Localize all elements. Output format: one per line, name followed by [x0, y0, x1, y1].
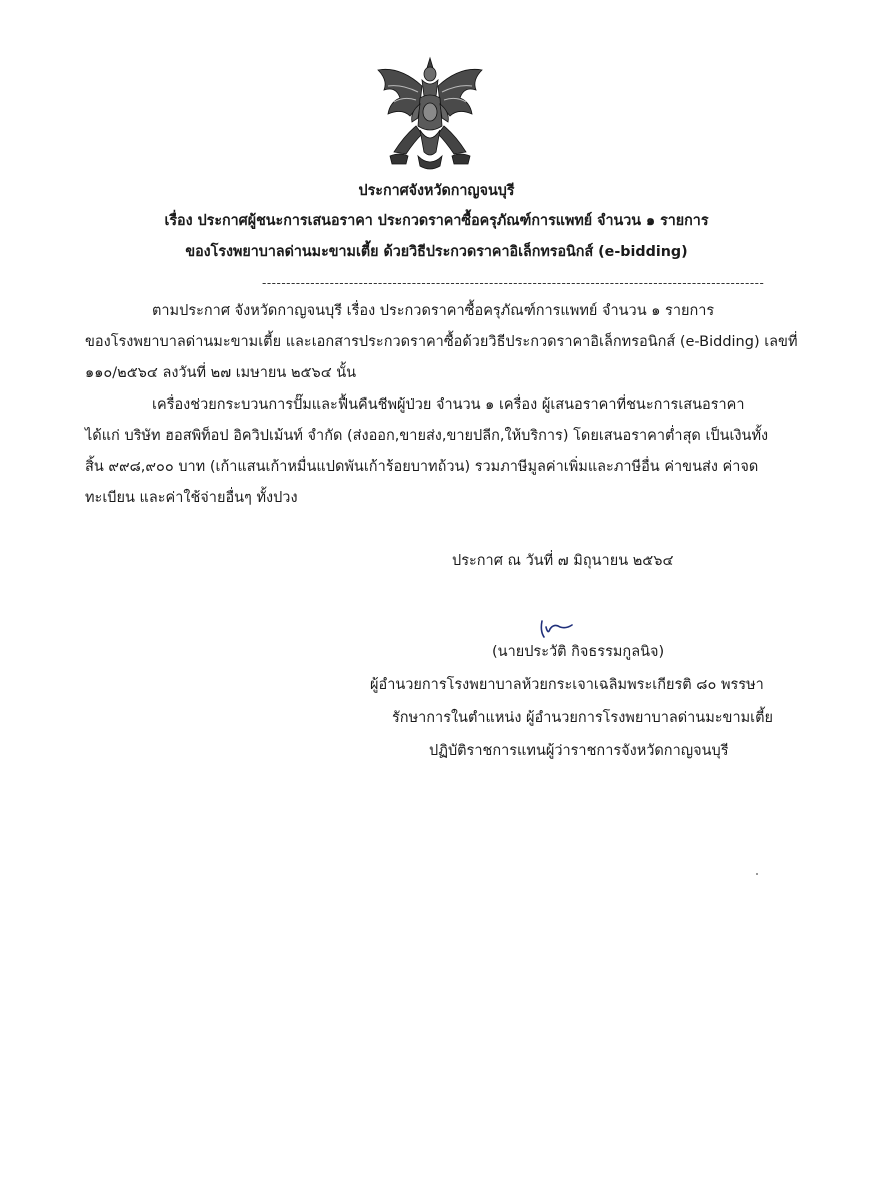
body-paragraph-2-line-4: ทะเบียน และค่าใช้จ่ายอื่นๆ ทั้งปวง [85, 490, 298, 506]
body-paragraph-2-line-2: ได้แก่ บริษัท ฮอสพิท็อป อิควิปเม้นท์ จำกัด (ส่งออก,ขายส่ง,ขายปลีก,ให้บริการ) โดยเสนอราคาต่ำสุด เป็นเงินทั้ง [85, 428, 769, 444]
body-paragraph-1-line-3: ๑๑๐/๒๕๖๔ ลงวันที่ ๒๗ เมษายน ๒๕๖๔ นั้น [85, 365, 357, 381]
signatory-name: (นายประวัติ กิจธรรมกูลนิจ) [492, 644, 665, 660]
announcement-subject-continued: ของโรงพยาบาลด่านมะขามเตี้ย ด้วยวิธีประกวดราคาอิเล็กทรอนิกส์ (e-bidding) [185, 244, 688, 260]
garuda-emblem-icon [370, 56, 490, 176]
signatory-position-line-2: รักษาการในตำแหน่ง ผู้อำนวยการโรงพยาบาลด่านมะขามเตี้ย [392, 710, 774, 726]
divider: -------------------------------------------------------------------------------------------------------- [262, 276, 765, 290]
announcement-title: ประกาศจังหวัดกาญจนบุรี [358, 183, 515, 199]
body-paragraph-2-line-3: สิ้น ๙๙๘,๙๐๐ บาท (เก้าแสนเก้าหมื่นแปดพันเก้าร้อยบาทถ้วน) รวมภาษีมูลค่าเพิ่มและภาษีอื่น ค่าขนส่ง ค่าจด [85, 459, 759, 475]
signatory-position-line-3: ปฏิบัติราชการแทนผู้ว่าราชการจังหวัดกาญจนบุรี [429, 743, 729, 759]
body-paragraph-1-line-1: ตามประกาศ จังหวัดกาญจนบุรี เรื่อง ประกวดราคาซื้อครุภัณฑ์การแพทย์ จำนวน ๑ รายการ [152, 303, 715, 319]
announcement-date: ประกาศ ณ วันที่ ๗ มิถุนายน ๒๕๖๔ [452, 553, 674, 569]
handwritten-signature [536, 617, 576, 641]
body-paragraph-2-line-1: เครื่องช่วยกระบวนการปั๊มและฟื้นคืนชีพผู้ป่วย จำนวน ๑ เครื่อง ผู้เสนอราคาที่ชนะการเสนอราคา [152, 397, 745, 413]
signatory-position-line-1: ผู้อำนวยการโรงพยาบาลห้วยกระเจาเฉลิมพระเกียรติ ๘๐ พรรษา [370, 677, 764, 693]
announcement-subject: เรื่อง ประกาศผู้ชนะการเสนอราคา ประกวดราคาซื้อครุภัณฑ์การแพทย์ จำนวน ๑ รายการ [164, 213, 709, 229]
body-paragraph-1-line-2: ของโรงพยาบาลด่านมะขามเตี้ย และเอกสารประกวดราคาซื้อด้วยวิธีประกวดราคาอิเล็กทรอนิกส์ (e-Bidding) เลขที่ [85, 334, 798, 350]
scan-speck [756, 873, 758, 875]
